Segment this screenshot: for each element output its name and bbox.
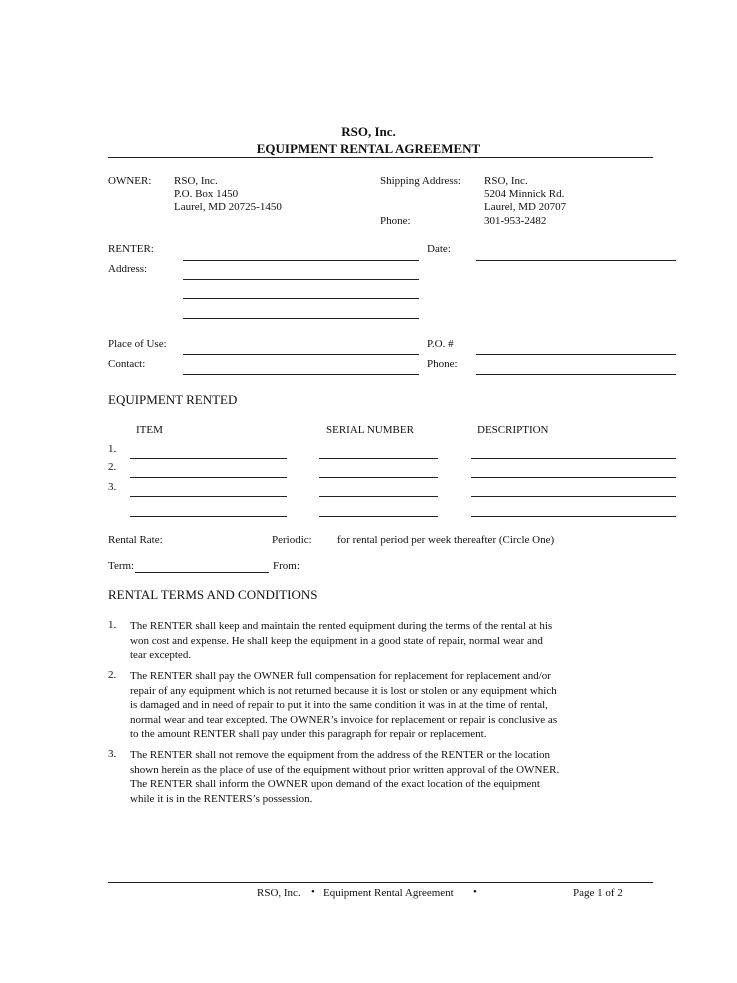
contact-field[interactable] [183, 374, 419, 375]
phone-field[interactable] [476, 374, 676, 375]
address-field-1[interactable] [183, 279, 419, 280]
place-of-use-label: Place of Use: [108, 338, 167, 350]
contact-label: Contact: [108, 358, 146, 370]
shipping-line-1: RSO, Inc. [484, 175, 528, 187]
term-2-line: The RENTER shall pay the OWNER full compensation for replacement for replacement and/or [130, 670, 551, 682]
rental-rate-label: Rental Rate: [108, 534, 163, 546]
serial-field-4[interactable] [319, 516, 438, 517]
item-field-3[interactable] [130, 496, 287, 497]
footer-title: Equipment Rental Agreement [323, 887, 454, 899]
shipping-phone: 301-953-2482 [484, 215, 547, 227]
desc-field-1[interactable] [471, 458, 676, 459]
term-1-line: won cost and expense. He shall keep the equipment in a good state of repair, normal wear and [130, 634, 543, 647]
shipping-phone-label: Phone: [380, 215, 411, 227]
owner-label: OWNER: [108, 175, 152, 187]
desc-field-4[interactable] [471, 516, 676, 517]
shipping-label: Shipping Address: [380, 175, 461, 187]
row-number-3: 3. [108, 481, 117, 493]
page-number: Page 1 of 2 [573, 887, 623, 899]
footer-bullet-icon: • [473, 886, 477, 898]
serial-field-1[interactable] [319, 458, 438, 459]
item-field-4[interactable] [130, 516, 287, 517]
company-heading: RSO, Inc. [341, 124, 396, 139]
periodic-label: Periodic: [272, 534, 312, 546]
renter-label: RENTER: [108, 243, 154, 255]
date-label: Date: [427, 243, 451, 255]
term-2-line: is damaged and in need of repair to put it into the same condition it was in at the time of rental, [130, 699, 548, 711]
header-rule [108, 157, 653, 158]
po-field[interactable] [476, 354, 676, 355]
term-label: Term: [108, 560, 135, 572]
term-1-number: 1. [108, 619, 117, 631]
terms-heading: RENTAL TERMS AND CONDITIONS [108, 587, 318, 602]
term-3-line: The RENTER shall not remove the equipment from the address of the RENTER or the location [130, 749, 551, 761]
footer-rule [108, 882, 653, 883]
owner-line-1: RSO, Inc. [174, 175, 218, 187]
term-3-number: 3. [108, 748, 117, 760]
row-number-1: 1. [108, 443, 117, 455]
address-label: Address: [108, 263, 148, 275]
serial-field-2[interactable] [319, 477, 438, 478]
item-field-1[interactable] [130, 458, 287, 459]
desc-field-2[interactable] [471, 477, 676, 478]
desc-field-3[interactable] [471, 496, 676, 497]
page-title: EQUIPMENT RENTAL AGREEMENT [256, 141, 481, 156]
term-3-text [130, 748, 655, 806]
term-2-line: to the amount RENTER shall pay under this paragraph for repair or replacement. [130, 728, 487, 740]
term-3-line: The RENTER shall inform the OWNER upon demand of the exact location of the equipment [130, 778, 540, 790]
term-1-text [130, 619, 655, 663]
address-field-2[interactable] [183, 298, 419, 299]
date-field[interactable] [476, 260, 676, 261]
owner-line-2: P.O. Box 1450 [174, 188, 239, 200]
term-3-line: shown herein as the place of use of the equipment without prior written approval of the OWNER. [130, 763, 560, 776]
po-label: P.O. # [427, 338, 454, 350]
term-2-line: normal wear and tear excepted. The OWNER’s invoice for replacement or repair is conclusive as [130, 713, 558, 726]
owner-line-3: Laurel, MD 20725-1450 [174, 201, 282, 213]
renter-field[interactable] [183, 260, 419, 261]
shipping-line-3: Laurel, MD 20707 [484, 201, 567, 213]
footer-company: RSO, Inc. [257, 887, 301, 899]
address-field-3[interactable] [183, 318, 419, 319]
col-desc-header: DESCRIPTION [477, 424, 549, 436]
term-2-line: repair of any equipment which is not returned because it is lost or stolen or any equipment which [130, 684, 557, 697]
term-2-text [130, 669, 655, 742]
item-field-2[interactable] [130, 477, 287, 478]
phone-label: Phone: [427, 358, 458, 370]
equipment-heading: EQUIPMENT RENTED [108, 392, 238, 407]
periodic-text: for rental period per week thereafter (Circle One) [337, 534, 555, 546]
place-of-use-field[interactable] [183, 354, 419, 355]
term-2-number: 2. [108, 669, 117, 681]
term-1-line: The RENTER shall keep and maintain the rented equipment during the terms of the rental at his [130, 620, 553, 632]
footer-bullet-icon: • [311, 886, 315, 898]
term-field[interactable] [135, 572, 269, 573]
serial-field-3[interactable] [319, 496, 438, 497]
row-number-2: 2. [108, 461, 117, 473]
from-label: From: [273, 560, 300, 572]
col-item-header: ITEM [136, 424, 163, 436]
shipping-line-2: 5204 Minnick Rd. [484, 188, 565, 200]
col-serial-header: SERIAL NUMBER [326, 424, 414, 436]
term-3-line: while it is in the RENTERS’s possession. [130, 792, 313, 805]
term-1-line: tear excepted. [130, 649, 192, 661]
